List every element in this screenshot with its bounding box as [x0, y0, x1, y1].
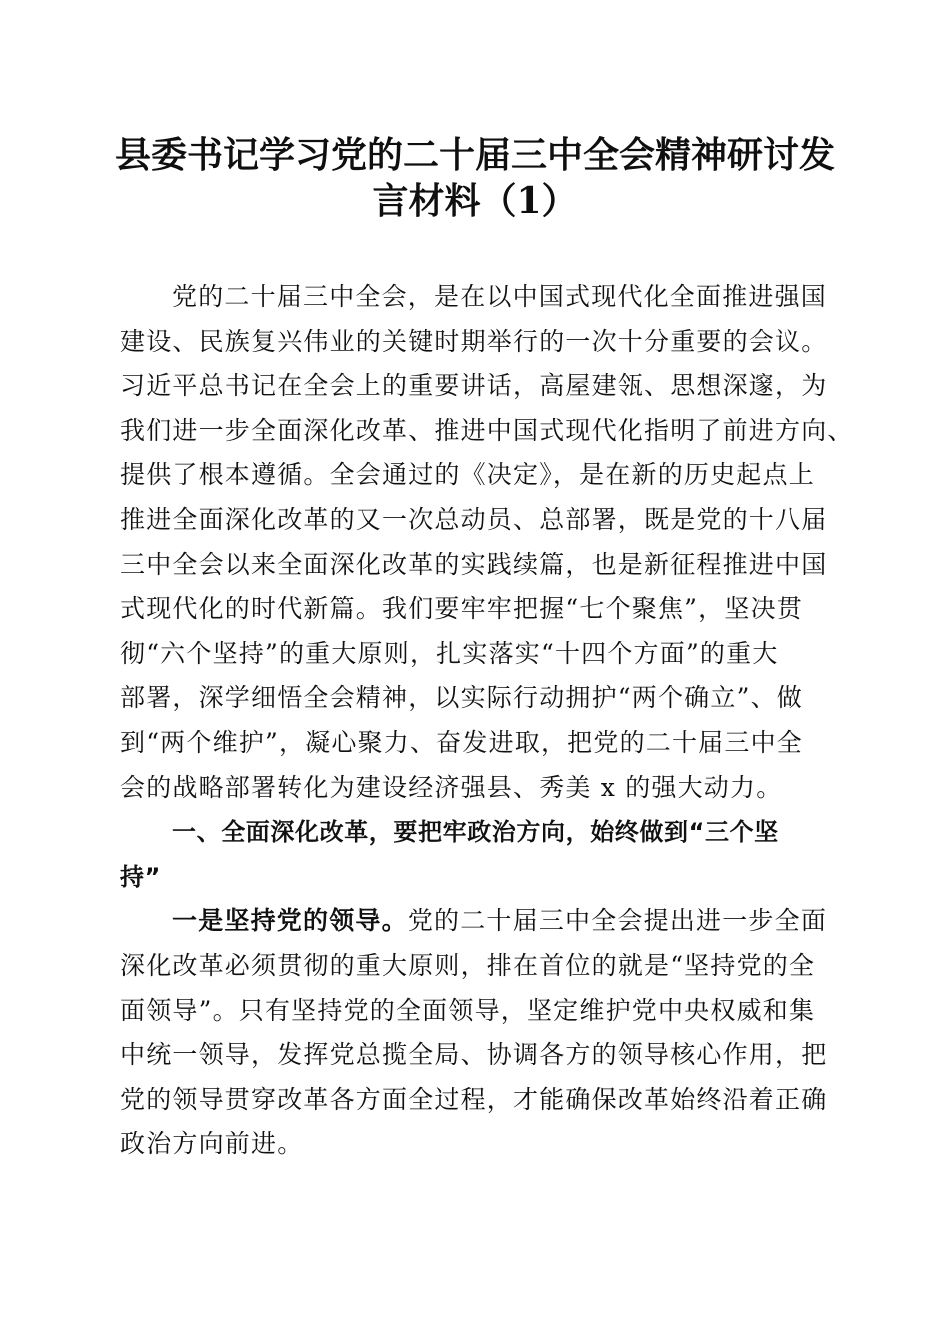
paragraph-line: 到“两个维护”，凝心聚力、奋发进取，把党的二十届三中全 [120, 727, 803, 757]
paragraph-line: 彻“六个坚持”的重大原则，扎实落实“十四个方面”的重大 [120, 638, 779, 668]
paragraph-line [120, 899, 832, 944]
paragraph-line: 习近平总书记在全会上的重要讲话，高屋建瓴、思想深邃，为 [120, 371, 828, 401]
paragraph-line: 式现代化的时代新篇。我们要牢牢把握“七个聚焦”，坚决贯 [120, 594, 803, 624]
paragraph-point-1 [120, 899, 832, 1167]
point-lead: 一是坚持党的领导。 [172, 906, 408, 936]
paragraph-line: 三中全会以来全面深化改革的实践续篇，也是新征程推进中国 [120, 549, 828, 579]
point-text: 党的二十届三中全会提出进一步全面 [407, 906, 828, 936]
paragraph-line: 部署，深学细悟全会精神，以实际行动拥护“两个确立”、做 [120, 683, 803, 713]
paragraph-line: 政治方向前进。 [120, 1129, 304, 1159]
document-body [120, 275, 854, 1167]
paragraph-line: 面领导”。只有坚持党的全面领导，坚定维护党中央权威和集 [120, 995, 816, 1025]
document-title [100, 132, 850, 224]
heading-line: 一、全面深化改革，要把牢政治方向，始终做到“三个坚 [172, 818, 779, 847]
paragraph-line: 提供了根本遵循。全会通过的《决定》，是在新的历史起点上 [120, 460, 815, 490]
paragraph-line: 推进全面深化改革的又一次总动员、总部署，既是党的十八届 [120, 504, 828, 534]
heading-line: 持” [120, 862, 161, 891]
paragraph-line: 党的二十届三中全会，是在以中国式现代化全面推进强国 [172, 282, 828, 311]
paragraph-intro [120, 275, 854, 810]
paragraph-line: 会的战略部署转化为建设经济强县、秀美 x 的强大动力。 [120, 772, 783, 802]
paragraph-line: 党的领导贯穿改革各方面全过程，才能确保改革始终沿着正确 [120, 1084, 828, 1114]
title-line-1: 县委书记学习党的二十届三中全会精神研讨发 [114, 134, 835, 176]
paragraph-line: 深化改革必须贯彻的重大原则，排在首位的就是“坚持党的全 [120, 950, 816, 980]
section-heading-1 [120, 810, 832, 899]
title-line-2: 言材料（1） [372, 180, 578, 222]
paragraph-line: 中统一领导，发挥党总揽全局、协调各方的领导核心作用，把 [120, 1040, 828, 1070]
paragraph-line: 建设、民族复兴伟业的关键时期举行的一次十分重要的会议。 [120, 326, 828, 356]
paragraph-line: 我们进一步全面深化改革、推进中国式现代化指明了前进方向、 [120, 415, 854, 445]
